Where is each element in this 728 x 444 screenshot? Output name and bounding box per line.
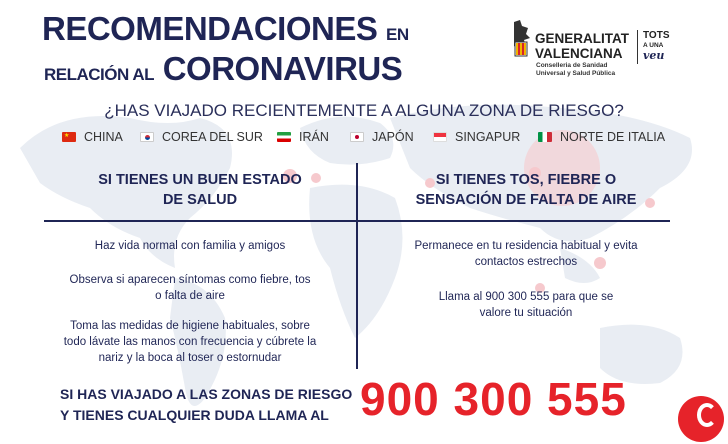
logo-tots: TOTS: [643, 30, 670, 41]
country-label: CHINA: [84, 130, 123, 144]
country-iran: [277, 130, 329, 144]
phone-number[interactable]: 900 300 555: [360, 373, 627, 425]
footer-line2: Y TIENES CUALQUIER DUDA LLAMA AL: [60, 407, 329, 423]
coat-of-arms-icon: [510, 20, 532, 58]
italy-flag-icon: [538, 132, 552, 142]
left-item-1-line1: Haz vida normal con familia y amigos: [94, 240, 286, 252]
logo-valenciana: VALENCIANA: [535, 46, 623, 61]
headline-relacion-al: RELACIÓN AL: [44, 65, 155, 84]
country-label: SINGAPUR: [455, 130, 521, 144]
right-item-2: [366, 289, 686, 321]
right-item-1: [366, 238, 686, 270]
logo-dept-line2: Universal y Salud Pública: [536, 70, 616, 77]
headline-line-2: [44, 50, 402, 88]
country-japan: [350, 130, 414, 144]
headline-coronavirus: CORONAVIRUS: [162, 50, 403, 87]
right-column-heading: [366, 170, 686, 210]
left-column-heading: [40, 170, 360, 210]
logo-generalitat: GENERALITAT: [535, 31, 629, 46]
vertical-divider: [356, 163, 358, 369]
left-heading-line2: DE SALUD: [162, 192, 238, 208]
headline-line-1: [42, 10, 409, 48]
country-italy: [538, 130, 665, 144]
left-item-3-line2: todo lávate las manos con frecuencia y cúbrete la: [63, 336, 317, 348]
singapore-flag-icon: [433, 132, 447, 142]
japan-flag-icon: [350, 132, 364, 142]
risk-zone-question: ¿HAS VIAJADO RECIENTEMENTE A ALGUNA ZONA DE RIESGO?: [104, 101, 624, 120]
badge-c-shape: [697, 403, 717, 427]
left-item-3-line1: Toma las medidas de higiene habituales, sobre: [70, 320, 310, 332]
footer-line1: SI HAS VIAJADO A LAS ZONAS DE RIESGO: [60, 386, 353, 402]
left-heading-line1: SI TIENES UN BUEN ESTADO: [98, 172, 302, 188]
south-korea-flag-icon: [140, 132, 154, 142]
country-label: IRÁN: [299, 130, 329, 144]
right-item-2-line1: Llama al 900 300 555 para que se: [438, 291, 614, 303]
right-item-1-line1: Permanece en tu residencia habitual y evita: [414, 240, 638, 252]
tots-a-una-veu-logo: [643, 31, 669, 61]
generalitat-logo: [510, 20, 680, 82]
country-label: COREA DEL SUR: [162, 130, 263, 144]
left-item-2-line1: Observa si aparecen síntomas como fiebre, tos: [69, 274, 311, 286]
left-item-3-line3: nariz y la boca al toser o estornudar: [98, 352, 282, 364]
right-item-1-line2: contactos estrechos: [474, 256, 578, 268]
country-south-korea: [140, 130, 263, 144]
logo-a-una: A UNA: [643, 42, 664, 49]
country-label: JAPÓN: [372, 130, 414, 144]
country-singapore: [433, 130, 520, 144]
left-item-3: [30, 318, 350, 366]
left-item-2: [30, 272, 350, 304]
china-flag-icon: ★: [62, 132, 76, 142]
logo-department: [536, 62, 615, 78]
right-heading-line2: SENSACIÓN DE FALTA DE AIRE: [415, 192, 637, 208]
logo-veu: veu: [643, 49, 665, 62]
headline-recomendaciones: RECOMENDACIONES: [42, 10, 378, 47]
right-heading-line1: SI TIENES TOS, FIEBRE O: [435, 172, 617, 188]
logo-separator: [637, 30, 638, 64]
country-list: [58, 130, 698, 148]
logo-dept-line1: Conselleria de Sanidad: [536, 62, 608, 69]
left-item-2-line2: o falta de aire: [155, 290, 225, 302]
country-china: [62, 130, 123, 144]
iran-flag-icon: [277, 132, 291, 142]
ic-badge-icon: [678, 396, 724, 442]
right-item-2-line2: valore tu situación: [479, 307, 573, 319]
headline-en: EN: [386, 25, 409, 44]
left-item-1: [30, 238, 350, 254]
logo-name: [535, 31, 629, 61]
footer-call-text: [60, 384, 352, 426]
country-label: NORTE DE ITALIA: [560, 130, 666, 144]
